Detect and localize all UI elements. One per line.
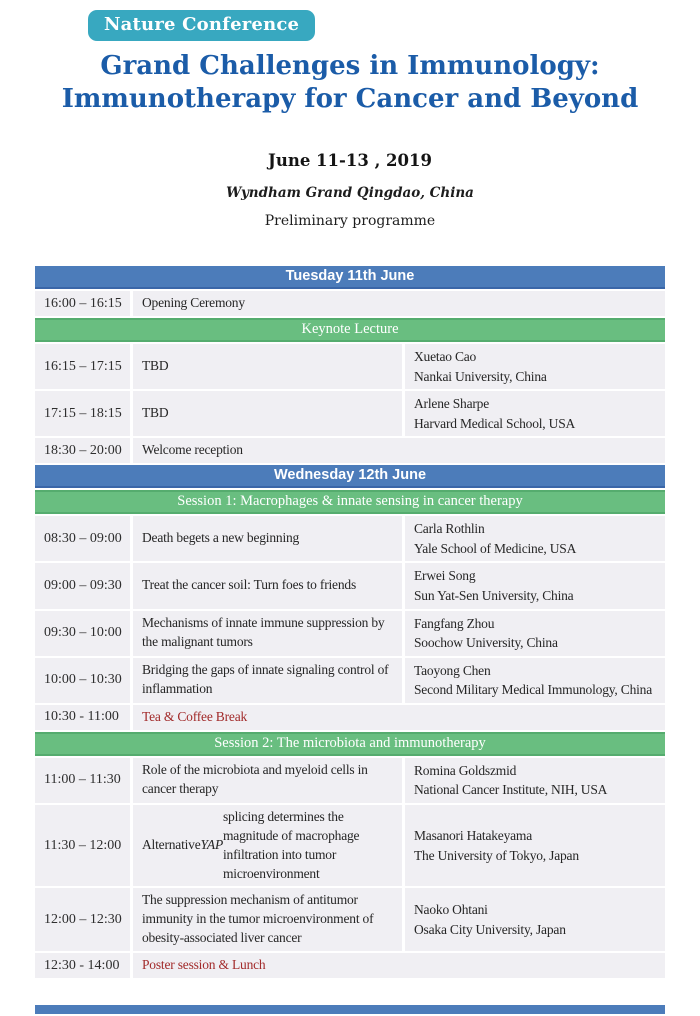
speaker-name: Arlene Sharpe — [414, 396, 489, 412]
schedule-row — [35, 516, 665, 561]
day-header: Wednesday 12th June — [35, 465, 665, 488]
schedule-table — [35, 266, 665, 1016]
speaker-name: Naoko Ohtani — [414, 902, 488, 918]
programme-note: Preliminary programme — [264, 213, 436, 229]
schedule-row — [35, 391, 665, 436]
event-title-cell: Tea & Coffee Break — [133, 705, 665, 730]
time-cell: 11:00 – 11:30 — [35, 758, 130, 803]
speaker-cell — [405, 516, 665, 561]
session-header: Keynote Lecture — [35, 318, 665, 342]
talk-title-cell: Role of the microbiota and myeloid cells in cancer therapy — [133, 758, 402, 803]
speaker-cell — [405, 563, 665, 608]
session-header: Session 2: The microbiota and immunotherapy — [35, 732, 665, 756]
nature-conference-badge: Nature Conference — [88, 10, 315, 41]
speaker-affiliation: Yale School of Medicine, USA — [414, 540, 577, 556]
speaker-affiliation: Soochow University, China — [414, 635, 558, 651]
speaker-cell — [405, 391, 665, 436]
speaker-affiliation: The University of Tokyo, Japan — [414, 847, 579, 863]
speaker-cell — [405, 611, 665, 656]
talk-title-cell: The suppression mechanism of antitumor immunity in the tumor microenvironment of obesity-associated liver cancer — [133, 888, 402, 951]
conference-venue: Wyndham Grand Qingdao, China — [226, 185, 474, 201]
speaker-affiliation: Second Military Medical Immunology, China — [414, 682, 653, 698]
speaker-name: Romina Goldszmid — [414, 762, 517, 778]
talk-title-cell: Treat the cancer soil: Turn foes to friends — [133, 563, 402, 608]
session-header: Session 1: Macrophages & innate sensing in cancer therapy — [35, 490, 665, 514]
speaker-affiliation: Harvard Medical School, USA — [414, 415, 576, 431]
time-cell: 12:30 - 14:00 — [35, 953, 130, 978]
time-cell: 09:00 – 09:30 — [35, 563, 130, 608]
event-title-cell: Welcome reception — [133, 438, 665, 463]
speaker-name: Erwei Song — [414, 568, 476, 584]
schedule-row — [35, 344, 665, 389]
speaker-cell — [405, 758, 665, 803]
break-row — [35, 705, 665, 730]
speaker-name: Xuetao Cao — [414, 349, 477, 364]
schedule-row — [35, 438, 665, 463]
speaker-affiliation: National Cancer Institute, NIH, USA — [414, 782, 608, 798]
schedule-row — [35, 611, 665, 656]
speaker-name: Masanori Hatakeyama — [414, 828, 533, 844]
time-cell: 16:00 – 16:15 — [35, 291, 130, 316]
speaker-affiliation: Nankai University, China — [414, 368, 547, 384]
time-cell: 09:30 – 10:00 — [35, 611, 130, 656]
talk-title-cell: Alternative YAP splicing determines the magnitude of macrophage infiltration into tumor microenvironment — [133, 805, 402, 887]
time-cell: 18:30 – 20:00 — [35, 438, 130, 463]
talk-title-cell: TBD — [133, 344, 402, 389]
speaker-affiliation: Sun Yat-Sen University, China — [414, 587, 574, 603]
time-cell: 12:00 – 12:30 — [35, 888, 130, 951]
day-header: Tuesday 11th June — [35, 266, 665, 289]
break-row — [35, 953, 665, 978]
speaker-cell — [405, 805, 665, 887]
schedule-row — [35, 805, 665, 887]
conference-title-line1: Grand Challenges in Immunology: — [100, 51, 600, 81]
conference-title-line2: Immunotherapy for Cancer and Beyond — [61, 84, 639, 115]
schedule-row — [35, 888, 665, 951]
speaker-cell — [405, 888, 665, 951]
schedule-row — [35, 658, 665, 703]
speaker-name: Carla Rothlin — [414, 521, 485, 537]
speaker-name: Fangfang Zhou — [414, 615, 495, 631]
gene-name-italic: YAP — [200, 837, 223, 853]
day-header-partial — [35, 1005, 665, 1014]
schedule-row — [35, 758, 665, 803]
time-cell: 10:00 – 10:30 — [35, 658, 130, 703]
time-cell: 11:30 – 12:00 — [35, 805, 130, 887]
time-cell: 17:15 – 18:15 — [35, 391, 130, 436]
talk-title-cell: Bridging the gaps of innate signaling control of inflammation — [133, 658, 402, 703]
conference-dates: June 11-13 , 2019 — [268, 151, 432, 170]
speaker-affiliation: Osaka City University, Japan — [414, 921, 566, 937]
time-cell: 16:15 – 17:15 — [35, 344, 130, 389]
schedule-row — [35, 563, 665, 608]
event-title-cell: Opening Ceremony — [133, 291, 665, 316]
talk-title-cell: TBD — [133, 391, 402, 436]
event-title-cell: Poster session & Lunch — [133, 953, 665, 978]
time-cell: 10:30 - 11:00 — [35, 705, 130, 730]
speaker-name: Taoyong Chen — [414, 662, 491, 678]
speaker-cell — [405, 344, 665, 389]
time-cell: 08:30 – 09:00 — [35, 516, 130, 561]
conference-title — [0, 50, 700, 117]
talk-title-cell: Mechanisms of innate immune suppression by the malignant tumors — [133, 611, 402, 656]
talk-title-cell: Death begets a new beginning — [133, 516, 402, 561]
schedule-row — [35, 291, 665, 316]
speaker-cell — [405, 658, 665, 703]
